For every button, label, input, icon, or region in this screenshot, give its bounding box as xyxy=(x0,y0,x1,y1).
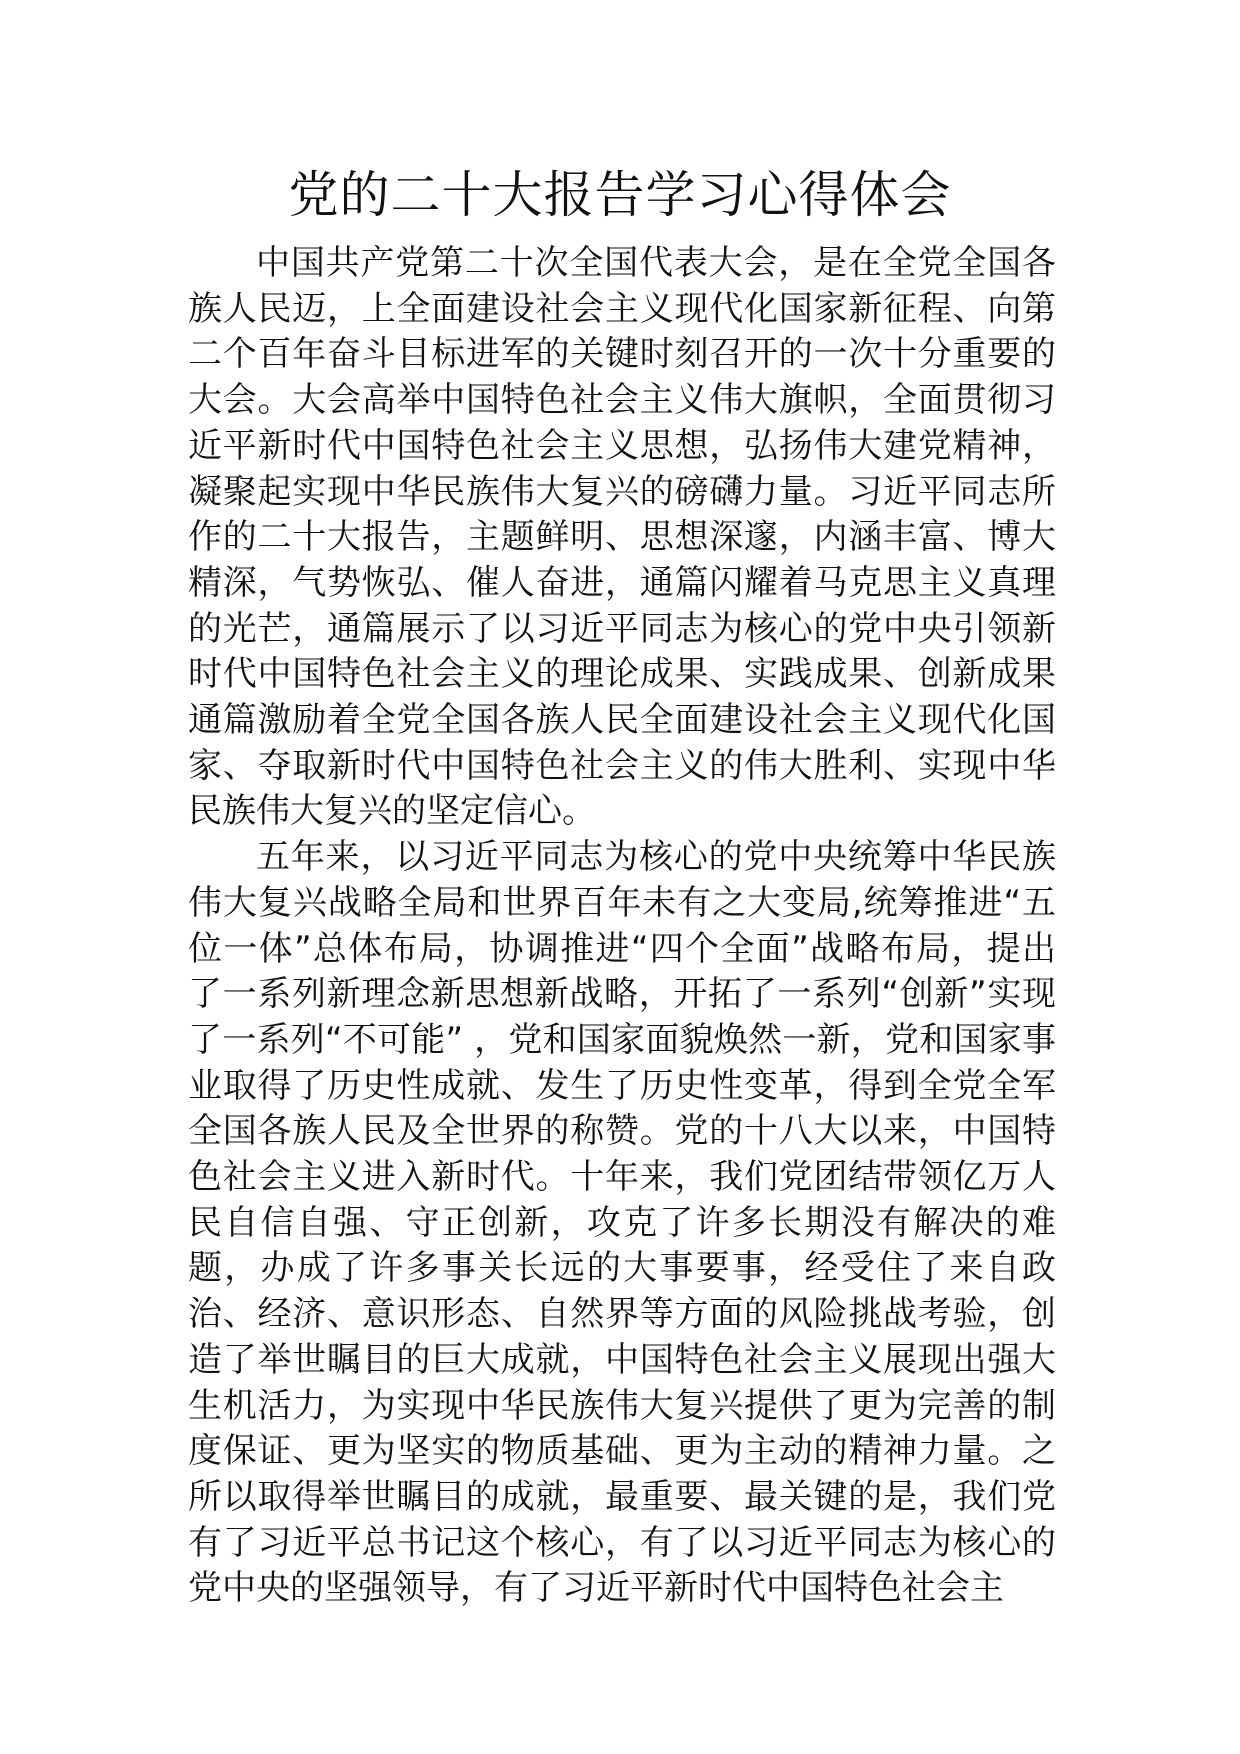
paragraph-1: 中国共产党第二十次全国代表大会，是在全党全国各族人民迈，上全面建设社会主义现代化国家新征程、向第二个百年奋斗目标进军的关键时刻召开的一次十分重要的大会。大会高举中国特色社会主义伟大旗帜，全面贯彻习近平新时代中国特色社会主义思想，弘扬伟大建党精神，凝聚起实现中华民族伟大复兴的磅礴力量。习近平同志所作的二十大报告，主题鲜明、思想深邃，内涵丰富、博大精深，气势恢弘、催人奋进，通篇闪耀着马克思主义真理的光芒，通篇展示了以习近平同志为核心的党中央引领新时代中国特色社会主义的理论成果、实践成果、创新成果通篇激励着全党全国各族人民全面建设社会主义现代化国家、夺取新时代中国特色社会主义的伟大胜利、实现中华民族伟大复兴的坚定信心。 xyxy=(188,243,1056,832)
paragraph-2: 五年来，以习近平同志为核心的党中央统筹中华民族伟大复兴战略全局和世界百年未有之大变局,统筹推进“五位一体”总体布局，协调推进“四个全面”战略布局，提出了一系列新理念新思想新战略，开拓了一系列“创新”实现了一系列“不可能” ，党和国家面貌焕然一新，党和国家事业取得了历史性成就、发生了历史性变革，得到全党全军全国各族人民及全世界的称赞。党的十八大以来，中国特色社会主义进入新时代。十年来，我们党团结带领亿万人民自信自强、守正创新，攻克了许多长期没有解决的难题，办成了许多事关长远的大事要事，经受住了来自政治、经济、意识形态、自然界等方面的风险挑战考验，创造了举世瞩目的巨大成就，中国特色社会主义展现出强大生机活力，为实现中华民族伟大复兴提供了更为完善的制度保证、更为坚实的物质基础、更为主动的精神力量。之所以取得举世瞩目的成就，最重要、最关键的是，我们党有了习近平总书记这个核心，有了以习近平同志为核心的党中央的坚强领导，有了习近平新时代中国特色社会主 xyxy=(188,837,1056,1609)
document-body xyxy=(188,241,1056,1612)
document-title: 党的二十大报告学习心得体会 xyxy=(288,166,952,224)
